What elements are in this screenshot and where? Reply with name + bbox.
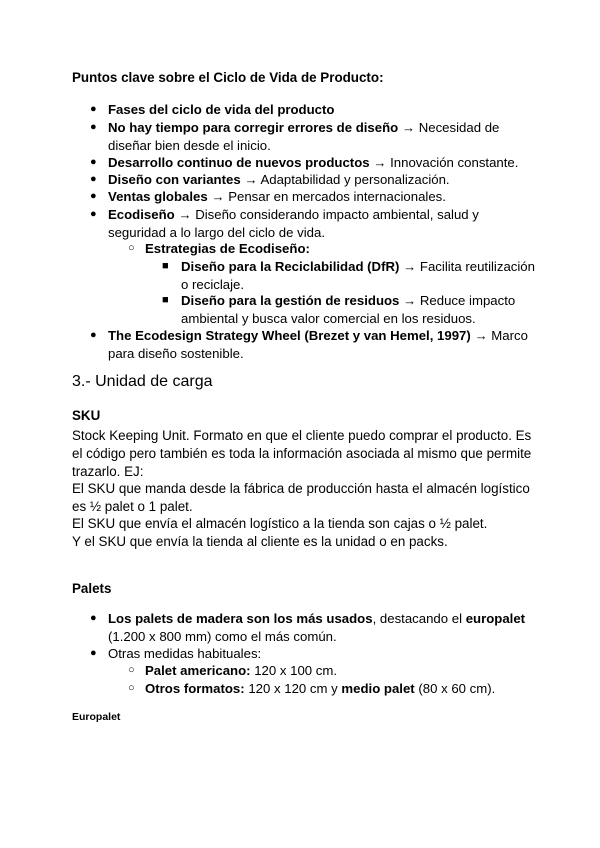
- item-text: → Reduce impacto ambiental y busca valor comercial en los residuos.: [181, 293, 516, 326]
- intro-title: Puntos clave sobre el Ciclo de Vida de Producto:: [72, 70, 384, 85]
- item-text: → Innovación constante.: [369, 155, 519, 170]
- item-text: (80 x 60 cm).: [414, 681, 496, 696]
- bullet-icon: ●: [90, 190, 97, 202]
- item-bold: Diseño para la gestión de residuos: [181, 293, 400, 308]
- sub-list-item: [128, 240, 525, 258]
- bullet-icon: ●: [90, 121, 97, 133]
- sub-sub-list-item: [162, 292, 541, 327]
- item-bold: Fases del ciclo de vida del producto: [108, 102, 335, 117]
- sub-sub-list-item: [162, 258, 541, 293]
- section-heading: 3.- Unidad de carga: [72, 373, 213, 390]
- item-text: → Necesidad de diseñar bien desde el inicio.: [108, 120, 500, 153]
- bullet-icon: ●: [90, 612, 97, 624]
- bullet-icon: ●: [90, 647, 97, 659]
- sku-title: SKU: [72, 408, 101, 423]
- item-bold: Ecodiseño: [108, 207, 175, 222]
- bullet-icon: ●: [90, 103, 97, 115]
- item-bold: Los palets de madera son los más usados: [108, 611, 373, 626]
- item-text: (1.200 x 800 mm) como el más común.: [108, 628, 337, 644]
- hollow-bullet-icon: ○: [128, 682, 135, 694]
- sku-paragraph: Stock Keeping Unit. Formato en que el cliente puedo comprar el producto. Es el código pero también es toda la información asociada al mismo que permite trazarlo. EJ:: [72, 428, 532, 479]
- item-bold: No hay tiempo para corregir errores de diseño: [108, 120, 399, 135]
- item-text: → Facilita reutilización o reciclaje.: [181, 259, 535, 292]
- sku-paragraph: El SKU que manda desde la fábrica de producción hasta el almacén logístico es ½ palet o 1 palet.: [72, 481, 530, 514]
- list-item: [90, 645, 528, 663]
- item-bold: Palet americano:: [145, 663, 251, 678]
- item-text: 120 x 100 cm.: [250, 663, 338, 678]
- item-bold: Ventas globales: [108, 189, 208, 204]
- sub-title: Estrategias de Ecodiseño:: [145, 241, 310, 256]
- item-bold: Diseño con variantes: [108, 172, 241, 187]
- item-bold: Otros formatos:: [145, 681, 245, 696]
- bullet-icon: ●: [90, 173, 97, 185]
- sub-list-item: [128, 662, 525, 680]
- hollow-bullet-icon: ○: [128, 664, 135, 676]
- item-bold: The Ecodesign Strategy Wheel (Brezet y van Hemel, 1997): [108, 328, 471, 343]
- item-text: → Pensar en mercados internacionales.: [207, 189, 446, 204]
- palets-title: Palets: [72, 581, 112, 596]
- list-item: [90, 188, 528, 206]
- item-text: , destacando el: [372, 611, 466, 626]
- item-text: Otras medidas habituales:: [108, 646, 262, 661]
- list-item: [90, 154, 528, 172]
- bullet-icon: ●: [90, 329, 97, 341]
- item-text: 120 x 120 cm y: [244, 681, 342, 696]
- square-bullet-icon: ■: [162, 260, 169, 272]
- item-bold: europalet: [465, 611, 526, 626]
- square-bullet-icon: ■: [162, 294, 169, 306]
- bullet-icon: ●: [90, 156, 97, 168]
- hollow-bullet-icon: ○: [128, 242, 135, 254]
- list-item: [90, 610, 528, 645]
- list-item: [90, 119, 528, 154]
- item-text: → Diseño considerando impacto ambiental, salud y seguridad a lo largo del ciclo de vida.: [108, 207, 479, 240]
- list-item: [90, 206, 528, 241]
- sub-list-item: [128, 680, 525, 698]
- list-item: [90, 101, 528, 119]
- europalet-label: Europalet: [72, 711, 121, 723]
- item-bold: medio palet: [341, 681, 415, 696]
- bullet-icon: ●: [90, 208, 97, 220]
- sku-paragraph: Y el SKU que envía la tienda al cliente es la unidad o en packs.: [72, 534, 448, 549]
- item-bold: Desarrollo continuo de nuevos productos: [108, 155, 370, 170]
- item-bold: Diseño para la Reciclabilidad (DfR): [181, 259, 400, 274]
- list-item: [90, 327, 528, 362]
- sku-paragraph: El SKU que envía el almacén logístico a la tienda son cajas o ½ palet.: [72, 516, 488, 531]
- item-text: → Adaptabilidad y personalización.: [240, 172, 450, 187]
- item-text: → Marco para diseño sostenible.: [108, 328, 528, 361]
- list-item: [90, 171, 528, 189]
